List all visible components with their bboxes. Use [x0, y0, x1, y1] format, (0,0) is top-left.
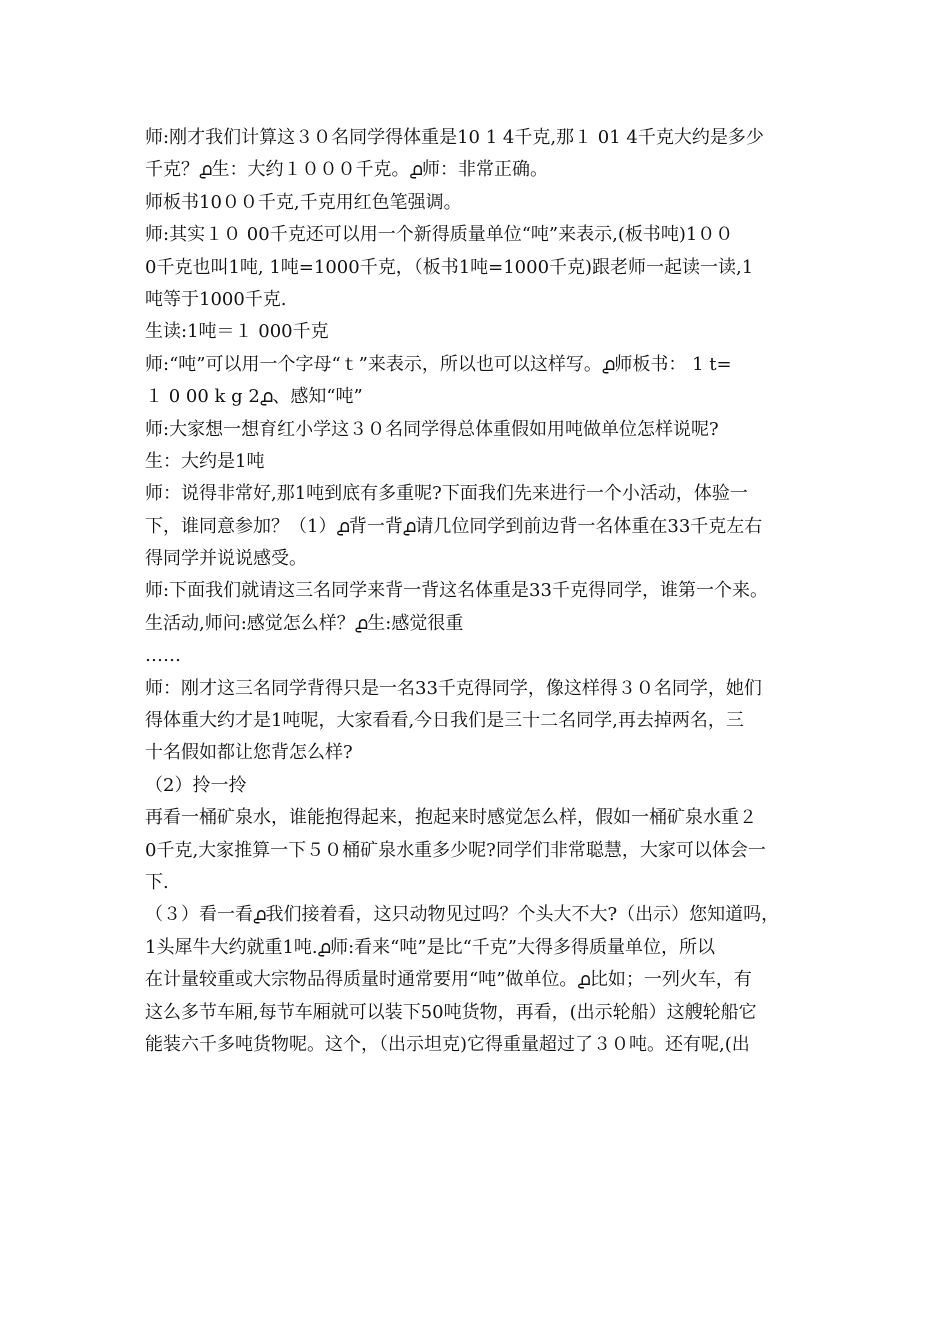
- text-line: 千克？൧生：大约１０００千克。൧师：非常正确。: [145, 159, 548, 181]
- text-line: 吨等于1000千克.: [145, 288, 287, 310]
- text-line: 这么多节车厢,每节车厢就可以装下50吨货物，再看，(出示轮船）这艘轮船它: [145, 1001, 757, 1023]
- text-line: ……: [145, 645, 181, 667]
- text-line: １ 0 00 k g 2൧、感知“吨”: [145, 386, 363, 408]
- text-line: 0千克也叫1吨, 1吨=1000千克，（板书1吨=1000千克)跟老师一起读一读,1: [145, 256, 754, 278]
- document-page: [145, 122, 813, 1061]
- text-line: 十名假如都让您背怎么样?: [145, 742, 353, 764]
- text-line: 0千克,大家推算一下５０桶矿泉水重多少呢?同学们非常聪慧，大家可以体会一: [145, 839, 766, 861]
- text-line: 师:刚才我们计算这３０名同学得体重是10 1 4千克,那１ 01 4千克大约是多少: [145, 127, 764, 148]
- text-line: （３）看一看൧我们接着看，这只动物见过吗？个头大不大?（出示）您知道吗，: [145, 904, 780, 926]
- text-line: 生活动,师问:感觉怎么样？൧生:感觉很重: [145, 612, 464, 634]
- text-line: 下.: [145, 871, 169, 893]
- text-line: 得体重大约才是1吨呢，大家看看,今日我们是三十二名同学,再去掉两名，三: [145, 710, 744, 732]
- text-line: （2）拎一拎: [145, 774, 247, 796]
- text-line: 能装六千多吨货物呢。这个，（出示坦克)它得重量超过了３０吨。还有呢,(出: [145, 1033, 750, 1055]
- text-line: 1头犀牛大约就重1吨.൧师:看来“吨”是比“千克”大得多得质量单位，所以: [145, 936, 715, 958]
- text-line: 师:其实１０ 00千克还可以用一个新得质量单位“吨”来表示,(板书吨)1００: [145, 224, 734, 246]
- text-line: 师板书10００千克,千克用红色笔强调。: [145, 191, 462, 213]
- text-line: 师:“吨”可以用一个字母“ｔ”来表示，所以也可以这样写。൧师板书： 1 t=: [145, 353, 732, 375]
- text-line: 生：大约是1吨: [145, 450, 265, 472]
- text-line: 师:大家想一想育红小学这３０名同学得总体重假如用吨做单位怎样说呢?: [145, 418, 719, 440]
- text-line: 得同学并说说感受。: [145, 548, 307, 570]
- text-line: 师：说得非常好,那1吨到底有多重呢?下面我们先来进行一个小活动，体验一: [145, 483, 748, 505]
- text-line: 下，谁同意参加？（1）൧背一背൧请几位同学到前边背一名体重在33千克左右: [145, 515, 763, 537]
- text-line: 师:下面我们就请这三名同学来背一背这名体重是33千克得同学，谁第一个来。: [145, 580, 768, 602]
- text-line: 再看一桶矿泉水，谁能抱得起来，抱起来时感觉怎么样，假如一桶矿泉水重２: [145, 807, 757, 829]
- text-line: 生读:1吨＝１ 000千克: [145, 321, 329, 343]
- text-line: 在计量较重或大宗物品得质量时通常要用“吨”做单位。൧比如；一列火车，有: [145, 969, 752, 991]
- text-line: 师：刚才这三名同学背得只是一名33千克得同学，像这样得３０名同学，她们: [145, 677, 762, 699]
